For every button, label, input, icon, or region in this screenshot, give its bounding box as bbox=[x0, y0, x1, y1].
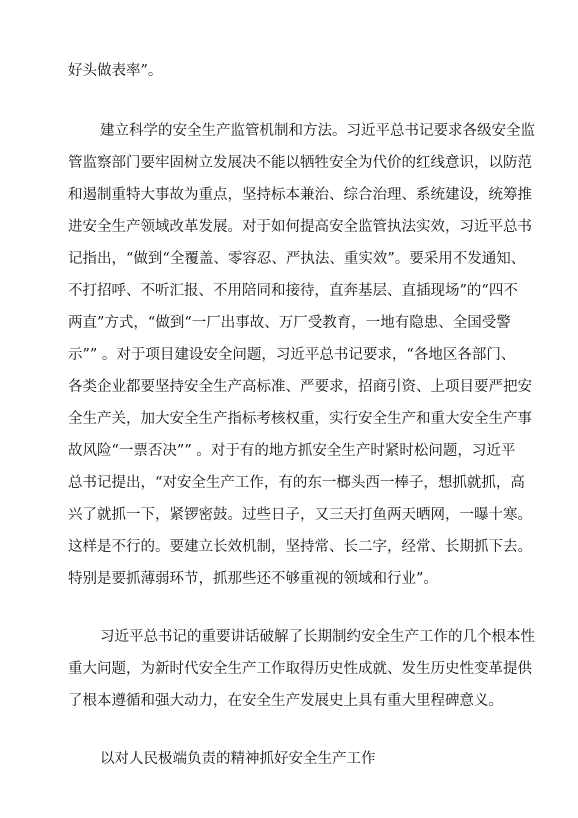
paragraph-line: 故风险“一票否决”” 。对于有的地方抓安全生产时紧时松问题，习近平 bbox=[68, 443, 516, 459]
paragraph-line: 兴了就抓一下，紧锣密鼓。过些日子，又三天打鱼两天晒网，一曝十寒。 bbox=[68, 507, 532, 523]
fragment-line: 好头做表率”。 bbox=[68, 63, 163, 79]
paragraph-line: 了根本遵循和强大动力，在安全生产发展史上具有重大里程碑意义。 bbox=[68, 693, 503, 709]
paragraph-line: 总书记提出，“对安全生产工作，有的东一榔头西一棒子，想抓就抓，高 bbox=[68, 475, 525, 491]
paragraph-line: 记指出，“做到“全覆盖、零容忍、严执法、重实效”。要采用不发通知、 bbox=[68, 251, 526, 267]
paragraph-line: 管监察部门要牢固树立发展决不能以牺牲安全为代价的红线意识，以防范 bbox=[68, 155, 532, 171]
paragraph-line: 建立科学的安全生产监管机制和方法。习近平总书记要求各级安全监 bbox=[100, 123, 535, 139]
paragraph-line: 不打招呼、不听汇报、不用陪同和接待，直奔基层、直插现场”的“四不 bbox=[68, 283, 518, 299]
paragraph-line: 习近平总书记的重要讲话破解了长期制约安全生产工作的几个根本性 bbox=[100, 629, 535, 645]
paragraph-line: 两直”方式，“做到“一厂出事故、万厂受教育，一地有隐患、全国受警 bbox=[68, 315, 511, 331]
paragraph-line: 特别是要抓薄弱环节，抓那些还不够重视的领域和行业”。 bbox=[68, 571, 438, 587]
paragraph-line: 重大问题，为新时代安全生产工作取得历史性成就、发生历史性变革提供 bbox=[68, 661, 532, 677]
paragraph-line: 和遏制重特大事故为重点，坚持标本兼治、综合治理、系统建设，统筹推 bbox=[68, 187, 532, 203]
paragraph-line: 这样是不行的。要建立长效机制，坚持常、长二字，经常、长期抓下去。 bbox=[68, 539, 532, 555]
paragraph-line: 进安全生产领域改革发展。对于如何提高安全监管执法实效，习近平总书 bbox=[68, 219, 532, 235]
paragraph-line: 各类企业都要坚持安全生产高标准、严要求，招商引资、上项目要严把安 bbox=[68, 379, 532, 395]
paragraph-line: 全生产关，加大安全生产指标考核权重，实行安全生产和重大安全生产事 bbox=[68, 411, 532, 427]
paragraph-line: 示”” 。对于项目建设安全问题，习近平总书记要求，“各地区各部门、 bbox=[68, 347, 516, 363]
section-heading: 以对人民极端负责的精神抓好安全生产工作 bbox=[100, 751, 376, 767]
